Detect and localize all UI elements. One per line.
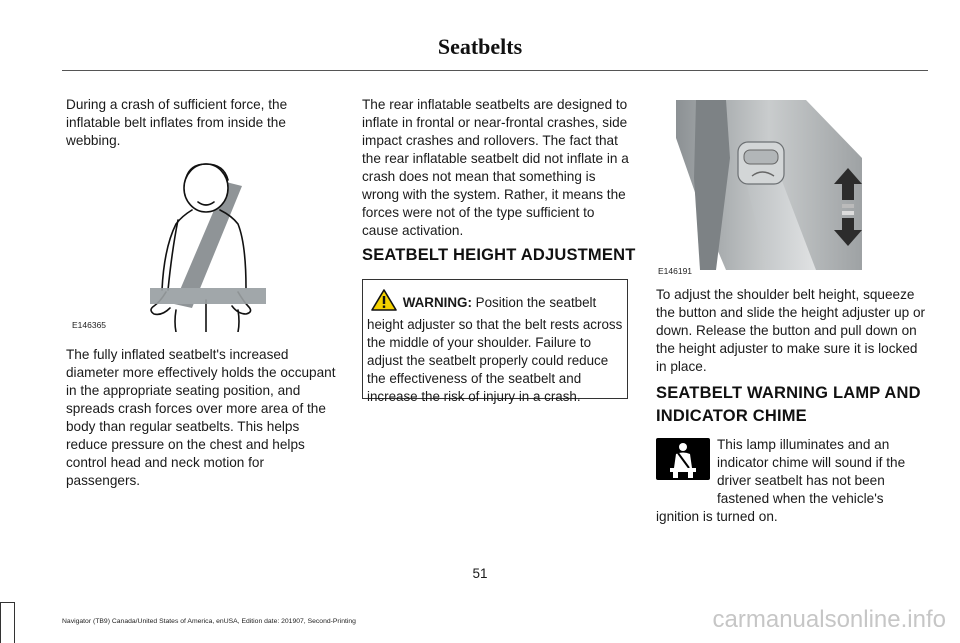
lamp-description-text: This lamp illuminates and an indicator chime will sound if the driver seatbelt has not been fastened when the vehicle's ignition is turned on. xyxy=(656,437,906,524)
section-heading-warning-lamp-line1: SEATBELT WARNING LAMP AND xyxy=(656,384,921,402)
section-heading-height-adjustment: SEATBELT HEIGHT ADJUSTMENT xyxy=(362,246,636,264)
height-adjuster-illustration xyxy=(656,98,862,278)
middle-body-text: The rear inflatable seatbelts are designed to inflate in frontal or near-frontal crashes, side impact crashes and rollovers. The fact that the rear inflatable seatbelt did not inflate in a crash does not mean that something is wrong with the system. Rather, it means the forces were not of the type sufficient to cause activation. xyxy=(362,97,629,238)
right-body-text: To adjust the shoulder belt height, squeeze the button and slide the height adjuster up or down. Release the button and pull down on the height adjuster to make sure it is locked in place. xyxy=(656,287,926,374)
left-body-text: The fully inflated seatbelt's increased diameter more effectively holds the occupant in the appropriate seating position, and spreads crash forces over more area of the body than regular seatbelts. This helps reduce pressure on the chest and helps control head and neck motion for passengers. xyxy=(66,347,336,488)
section-heading-warning-lamp-line2: INDICATOR CHIME xyxy=(656,407,807,425)
lamp-text-wrap xyxy=(656,436,928,526)
height-adjuster-illustration-icon xyxy=(656,98,862,278)
figure-label: E146191 xyxy=(658,266,693,276)
page-header-title: Seatbelts xyxy=(437,34,523,59)
footer-edition-text: Navigator (TB9) Canada/United States of America, enUSA, Edition date: 201907, Second-Printing xyxy=(62,618,356,625)
left-intro-text: During a crash of sufficient force, the inflatable belt inflates from inside the webbing. xyxy=(66,97,288,148)
watermark-text: carmanualsonline.info xyxy=(712,606,946,633)
warning-label: WARNING: xyxy=(402,295,472,310)
page-number: 51 xyxy=(472,566,488,581)
figure-label: E146365 xyxy=(72,320,107,330)
inflatable-belt-illustration xyxy=(66,160,332,332)
warning-text: Position the seatbelt height adjuster so that the belt rests across the middle of your shoulder. Failure to adjust the seatbelt properly could reduce the effectiveness of the seatbelt and increase the risk of injury in a crash. xyxy=(367,295,623,404)
crop-mark xyxy=(0,602,1,643)
header-rule xyxy=(62,70,928,71)
warning-box xyxy=(362,279,628,404)
child-seatbelt-illustration-icon xyxy=(66,160,332,332)
warning-icon xyxy=(371,289,399,316)
crop-mark xyxy=(14,602,15,643)
crop-mark xyxy=(0,602,14,603)
lamp-icon-spacer xyxy=(656,436,717,492)
